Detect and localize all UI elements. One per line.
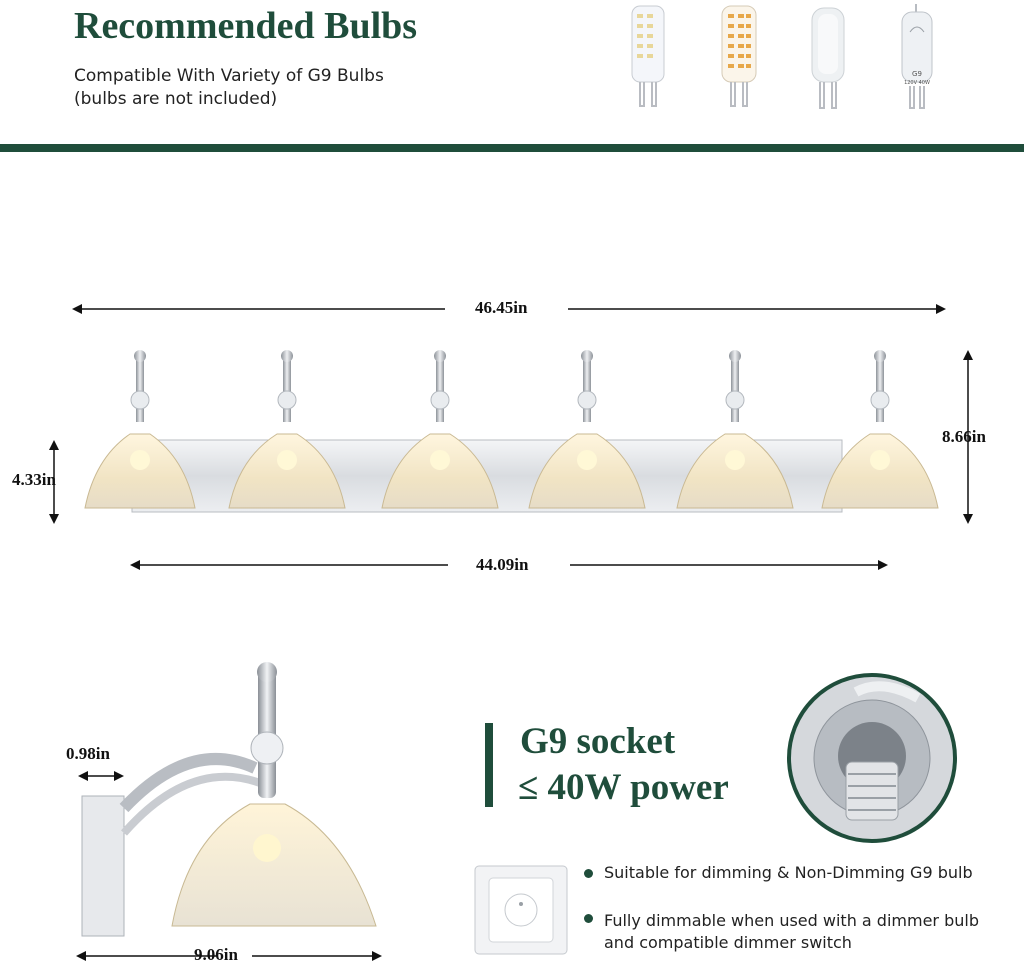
- compatibility-note: Compatible With Variety of G9 Bulbs: [74, 66, 384, 86]
- backplate-width-label: 44.09in: [476, 555, 529, 574]
- svg-text:G9: G9: [912, 70, 922, 78]
- section-divider: [0, 144, 1024, 152]
- depth-label: 0.98in: [66, 744, 110, 763]
- svg-text:120V 40W: 120V 40W: [904, 80, 930, 86]
- halogen-bulb-icon: [902, 4, 932, 108]
- lamp-unit-3: [382, 350, 498, 508]
- socket-type: G9 socket: [520, 721, 676, 762]
- lamp-unit-4: [529, 350, 645, 508]
- lamp-unit-2: [229, 350, 345, 508]
- vanity-light-front-view: [70, 348, 960, 523]
- overall-width-label: 46.45in: [475, 298, 528, 317]
- vanity-light-side-view: [80, 658, 390, 948]
- side-backplate: [82, 796, 124, 936]
- bullet-dot: [584, 914, 593, 923]
- dimmer-switch-icon: [473, 864, 569, 956]
- max-power: ≤ 40W power: [518, 767, 729, 808]
- lamp-unit-6: [822, 350, 938, 508]
- frosted-bulb-icon: [812, 8, 844, 108]
- feature-dimming-support: Suitable for dimming & Non-Dimming G9 bulb: [604, 863, 973, 882]
- led-bulb-warm-icon: [722, 6, 756, 106]
- overall-height-label: 8.66in: [942, 427, 986, 446]
- socket-closeup: [786, 672, 958, 844]
- depth-arrow: [78, 766, 124, 786]
- bulbs-not-included-note: (bulbs are not included): [74, 89, 278, 109]
- socket-accent-bar: [485, 723, 493, 807]
- lamp-unit-1: [85, 350, 195, 508]
- lamp-unit-5: [677, 350, 793, 508]
- extension-label: 9.06in: [194, 945, 238, 964]
- page-title: Recommended Bulbs: [74, 5, 418, 47]
- feature-fully-dimmable: Fully dimmable when used with a dimmer bulb and compatible dimmer switch: [604, 911, 979, 952]
- led-bulb-cool-icon: [632, 6, 664, 106]
- bulb-row: [620, 2, 950, 114]
- shade-height-label: 4.33in: [12, 470, 56, 489]
- bullet-dot: [584, 869, 593, 878]
